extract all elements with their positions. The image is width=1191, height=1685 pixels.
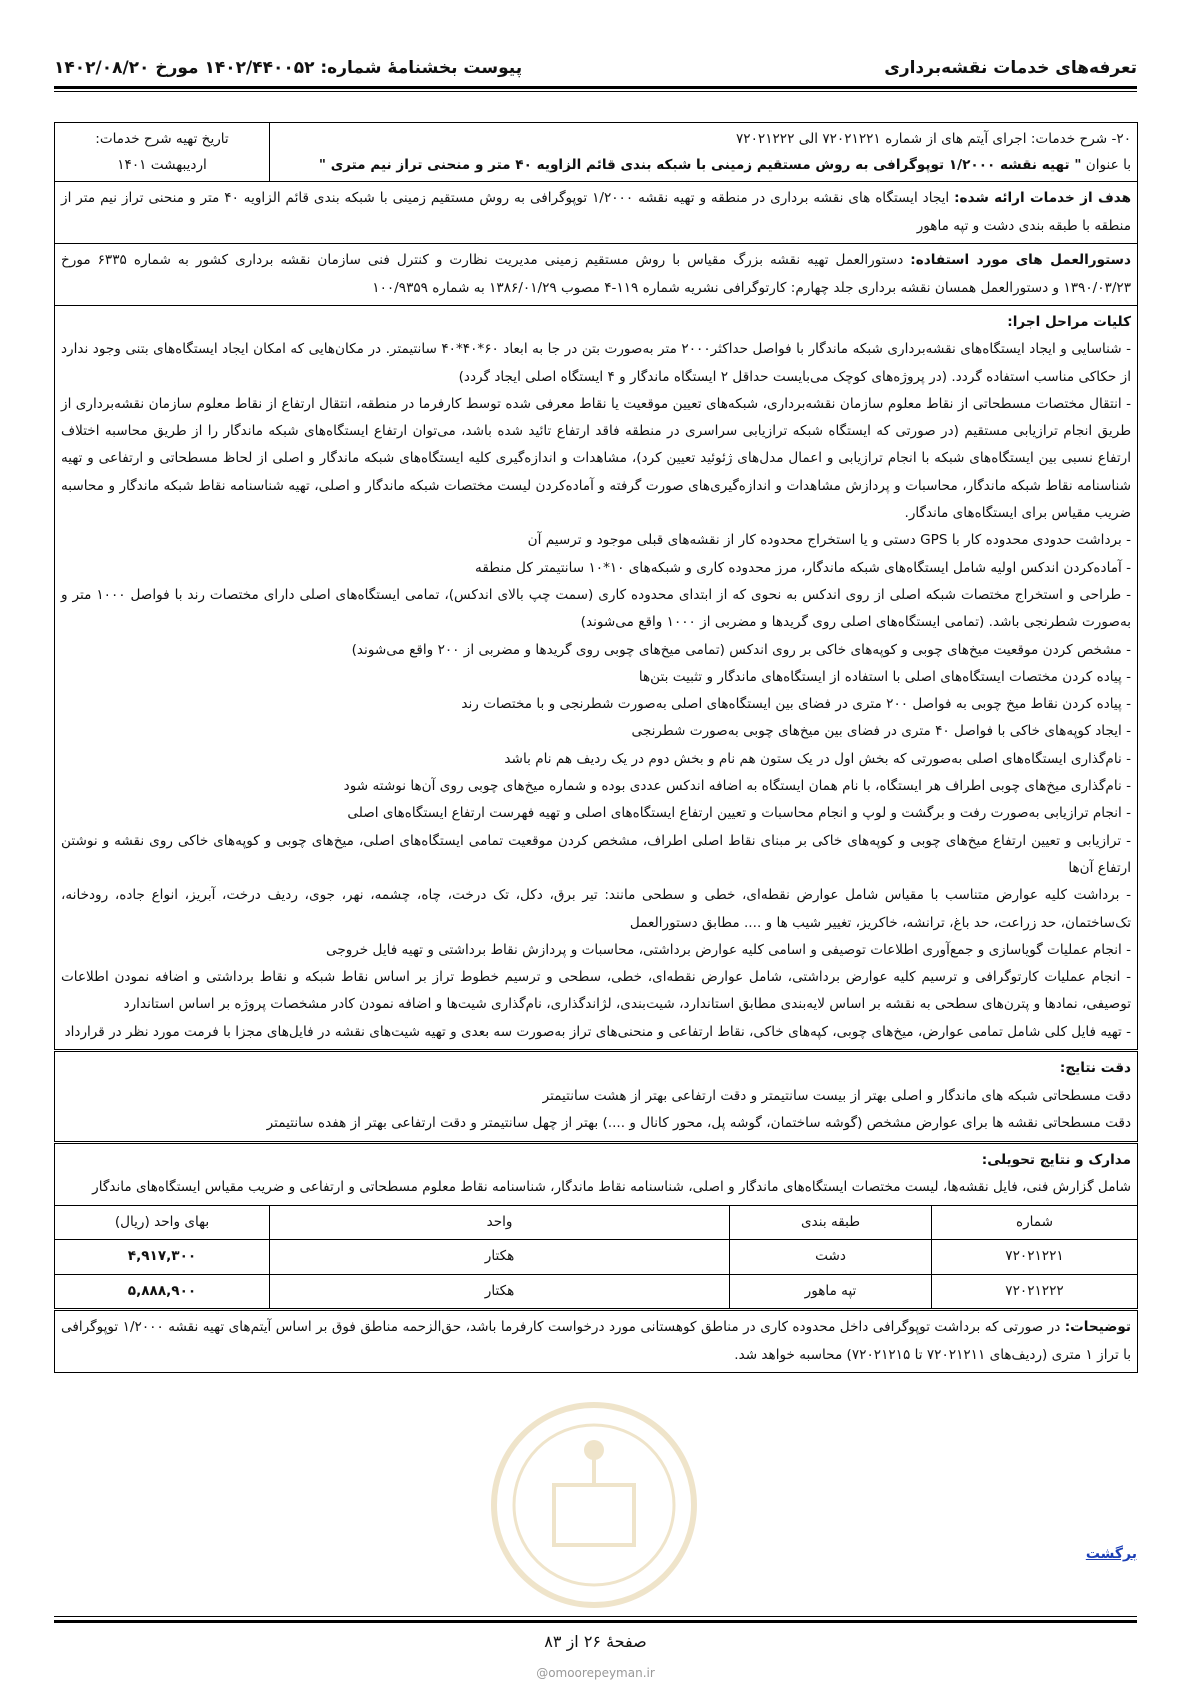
service-table xyxy=(54,122,1138,1373)
accuracy-row xyxy=(55,1051,1138,1143)
item-class: دشت xyxy=(730,1240,932,1275)
step-item: - انجام عملیات کارتوگرافی و ترسیم کلیه عوارض برداشتی، شامل عوارض نقطه‌ای، خطی، سطحی و ترسیم خطوط تراز بر اساس نقاط شبکه و نقاط برداشتی و اضافه نمودن اطلاعات توصیفی، نمادها و پترن‌های سطحی به نقشه بر اساس لایه‌بندی مطابق استاندارد، شیت‌بندی، لژاندگذاری، نام‌گذاری شیت‌ها و اضافه نمودن کادر مشخصات پروژه بر اساس استاندارد xyxy=(61,969,1132,1013)
deliverables-row xyxy=(55,1142,1138,1205)
service-date-value: اردیبهشت ۱۴۰۱ xyxy=(117,157,207,173)
step-item: - پیاده کردن مختصات ایستگاه‌های اصلی با استفاده از ایستگاه‌های ماندگار و تثبیت بتن‌ها xyxy=(638,668,1132,685)
accuracy-item: دقت مسطحاتی شبکه های ماندگار و اصلی بهتر از بیست سانتیمتر و دقت ارتفاعی بهتر از هشت سانتیمتر xyxy=(542,1087,1132,1104)
step-item: - نام‌گذاری میخ‌های چوبی اطراف هر ایستگاه، با نام همان ایستگاه به اضافه اندکس عددی بوده و شماره میخ‌های چوبی روی آن‌ها نوشته شود xyxy=(343,778,1132,795)
col-header-class: طبقه بندی xyxy=(730,1205,932,1240)
item-price: ۴,۹۱۷,۳۰۰ xyxy=(55,1240,270,1275)
back-link[interactable]: برگشت xyxy=(1085,1546,1137,1562)
step-item: - پیاده کردن نقاط میخ چوبی به فواصل ۲۰۰ متری در فضای بین ایستگاه‌های اصلی به‌صورت شطرنجی و با مختصات رند xyxy=(461,696,1132,713)
step-item: - نام‌گذاری ایستگاه‌های اصلی به‌صورتی که بخش اول در یک ستون هم نام و بخش دوم در یک ردیف هم نام باشد xyxy=(504,750,1132,767)
step-item: - انتقال مختصات مسطحاتی از نقاط معلوم سازمان نقشه‌برداری، شبکه‌های تعیین موقعیت یا نقاط معرفی شده توسط کارفرما در منطقه، انتقال ارتفاع از نقاط معلوم سازمان نقشه‌برداری از طریق انجام ترازیابی مستقیم (در صورتی که ایستگاه شبکه ترازیابی سراسری در منطقه فاقد ارتفاع تائید شده باشد، می‌توان ارتفاع ایستگاه‌های شبکه ماندگار را از طریق محاسبه اختلاف ارتفاع نسبی بین ایستگاه‌های شبکه با انجام ترازیابی و اعمال مدل‌های ژئوئید تعیین کرد)، مشاهدات و اندازه‌گیری کلیه ایستگاه‌های شبکه ماندگار و اصلی از لحاظ مسطحاتی و ارتفاعی و تهیه شناسنامه نقاط شبکه ماندگار، محاسبات و پردازش مشاهدات و اندازه‌گیری‌های صورت گرفته و آماده‌کردن لیست مختصات شبکه ماندگار و اصلی، تهیه شناسنامه نقاط شبکه ماندگار و محاسبه ضریب مقیاس برای ایستگاه‌های ماندگار. xyxy=(61,395,1132,522)
item-price: ۵,۸۸۸,۹۰۰ xyxy=(55,1274,270,1310)
item-class: تپه ماهور xyxy=(730,1274,932,1310)
service-title: " تهیه نقشه ۱/۲۰۰۰ توپوگرافی به روش مستقیم زمینی با شبکه بندی قائم الزاویه ۴۰ متر و منحنی تراز نیم متری " xyxy=(318,157,1082,173)
notes-row xyxy=(55,1310,1138,1373)
step-item: - برداشت کلیه عوارض متناسب با مقیاس شامل عوارض نقطه‌ای، خطی و سطحی مانند: تیر برق، دکل، تک درخت، چاه، چشمه، نهر، جوی، ردیف درخت، آبریز، انواع جاده، رودخانه، تک‌ساختمان، حد زراعت، حد باغ، ترانشه، خاکریز، تغییر شیب ها و .... مطابق دستورالعمل xyxy=(61,887,1132,931)
goal-text: ایجاد ایستگاه های نقشه برداری در منطقه و تهیه نقشه ۱/۲۰۰۰ توپوگرافی به روش مستقیم زمینی با شبکه بندی قائم الزاویه ۴۰ متر و منحنی تراز نیم متر از منطقه با طبقه بندی دشت و تپه ماهور xyxy=(61,190,1132,234)
header-rule-thin xyxy=(54,91,1137,92)
step-item: - برداشت حدودی محدوده کار با GPS دستی و یا استخراج محدوده کار از نقشه‌های قبلی موجود و ترسیم آن xyxy=(527,532,1132,549)
header-reference: پیوست بخشنامهٔ شماره: ۱۴۰۲/۴۴۰۰۵۲ مورخ ۱۴۰۲/۰۸/۲۰ xyxy=(54,58,523,78)
step-item: - تهیه فایل کلی شامل تمامی عوارض، میخ‌های چوبی، کپه‌های خاکی، نقاط ارتفاعی و منحنی‌های تراز به‌صورت سه بعدی و تهیه شیت‌های نقشه در فایل‌های مجزا با فرمت مورد نظر در قرارداد xyxy=(64,1023,1132,1040)
title-prefix: با عنوان xyxy=(1085,157,1132,173)
document-page xyxy=(54,0,1137,1685)
steps-row xyxy=(55,306,1138,1051)
step-item: - مشخص کردن موقعیت میخ‌های چوبی و کوپه‌های خاکی بر روی اندکس (تمامی میخ‌های چوبی روی گریدها و مضربی از ۲۰۰ واقع می‌شوند) xyxy=(351,641,1132,658)
instructions-row xyxy=(55,244,1138,306)
col-header-number: شماره xyxy=(932,1205,1138,1240)
notes-text: در صورتی که برداشت توپوگرافی داخل محدوده کاری در مناطق کوهستانی مورد درخواست کارفرما باشد، حق‌الزحمه مناطق فوق بر اساس آیتم‌های تهیه نقشه ۱/۲۰۰۰ توپوگرافی با تراز ۱ متری (ردیف‌های ۷۲۰۲۱۲۱۱ تا ۷۲۰۲۱۲۱۵) محاسبه خواهد شد. xyxy=(61,1319,1132,1363)
instructions-label: دستورالعمل های مورد استفاده: xyxy=(910,252,1132,268)
step-item: - انجام ترازیابی به‌صورت رفت و برگشت و لوپ و انجام محاسبات و تعیین ارتفاع ایستگاه‌های اصلی و تهیه فهرست ارتفاع ایستگاه‌های اصلی xyxy=(347,805,1132,822)
step-item: - انجام عملیات گویاسازی و جمع‌آوری اطلاعات توصیفی و اسامی کلیه عوارض برداشتی، محاسبات و پردازش نقاط برداشتی و تهیه فایل خروجی xyxy=(326,941,1132,958)
table-row xyxy=(55,1240,1138,1275)
goal-label: هدف از خدمات ارائه شده: xyxy=(954,190,1132,206)
deliverables-text: شامل گزارش فنی، فایل نقشه‌ها، لیست مختصات ایستگاه‌های ماندگار و اصلی، شناسنامه نقاط ماندگار، شناسنامه نقاط معلوم مسطحاتی و ارتفاعی و ضریب مقیاس ایستگاه‌های ماندگار xyxy=(92,1179,1132,1196)
footer-rule-thin xyxy=(54,1616,1137,1617)
col-header-unit: واحد xyxy=(270,1205,730,1240)
notes-cell xyxy=(55,1310,1138,1373)
goal-row xyxy=(55,182,1138,244)
service-date-cell xyxy=(55,123,270,182)
step-item: - ایجاد کوپه‌های خاکی با فواصل ۴۰ متری در فضای بین میخ‌های چوبی به‌صورت شطرنجی xyxy=(631,723,1132,740)
notes-label: توضیحات: xyxy=(1064,1319,1132,1336)
accuracy-label: دقت نتایج: xyxy=(1059,1060,1132,1077)
goal-cell xyxy=(55,182,1138,244)
item-number: ۷۲۰۲۱۲۲۱ xyxy=(932,1240,1138,1275)
instructions-cell xyxy=(55,244,1138,306)
service-title-row xyxy=(55,123,1138,182)
table-row xyxy=(55,1274,1138,1310)
service-title-cell xyxy=(270,123,1138,182)
steps-cell xyxy=(55,306,1138,1051)
deliverables-label: مدارک و نتایج تحویلی: xyxy=(981,1151,1132,1168)
header-rule-thick xyxy=(54,86,1137,89)
col-header-price: بهای واحد (ریال) xyxy=(55,1205,270,1240)
header-title: تعرفه‌های خدمات نقشه‌برداری xyxy=(884,58,1137,78)
steps-label: کلیات مراحل اجرا: xyxy=(1007,314,1132,330)
item-unit: هکتار xyxy=(270,1240,730,1275)
deliverables-cell xyxy=(55,1142,1138,1205)
step-item: - آماده‌کردن اندکس اولیه شامل ایستگاه‌های شبکه ماندگار، مرز محدوده کاری و شبکه‌های ۱۰*۱۰ سانتیمتر کل منطقه xyxy=(475,559,1132,576)
seal-icon xyxy=(484,1395,704,1625)
accuracy-cell xyxy=(55,1051,1138,1143)
step-item: - شناسایی و ایجاد ایستگاه‌های نقشه‌برداری شبکه ماندگار با فواصل حداکثر۲۰۰۰ متر به‌صورت بتن در جا به ابعاد ۶۰*۴۰*۴۰ سانتیمتر. در مکان‌هایی که امکان ایجاد ایستگاه‌های بتنی وجود ندارد از حکاکی مناسب استفاده گردد. (در پروژه‌های کوچک می‌بایست حداقل ۲ ایستگاه ماندگار و ۴ ایستگاه اصلی ایجاد گردد) xyxy=(61,341,1132,385)
item-number: ۷۲۰۲۱۲۲۲ xyxy=(932,1274,1138,1310)
item-unit: هکتار xyxy=(270,1274,730,1310)
step-item: - ترازیابی و تعیین ارتفاع میخ‌های چوبی و کوپه‌های خاکی بر مبنای نقاط اصلی اطراف، مشخص کردن موقعیت تمامی ایستگاه‌های اصلی، میخ‌های چوبی و کوپه‌های خاکی روی نقشه و نوشتن ارتفاع آن‌ها xyxy=(61,832,1132,876)
service-description: ۲۰- شرح خدمات: اجرای آیتم های از شماره ۷۲۰۲۱۲۲۱ الی ۷۲۰۲۱۲۲۲ xyxy=(736,131,1132,147)
footer-rule-thick xyxy=(54,1620,1137,1623)
service-date-label: تاریخ تهیه شرح خدمات: xyxy=(95,131,229,147)
step-item: - طراحی و استخراج مختصات شبکه اصلی از روی اندکس به نحوی که از ابتدای محدوده کاری (سمت چپ بالای اندکس)، تمامی ایستگاه‌های اصلی دارای مختصات رند با فواصل ۱۰۰۰ متر و به‌صورت شطرنجی باشد. (تمامی ایستگاه‌های اصلی روی گریدها و مضربی از ۱۰۰۰ واقع می‌شوند) xyxy=(61,586,1132,631)
site-watermark: @omoorepeyman.ir xyxy=(536,1666,655,1680)
page-header xyxy=(54,58,1137,84)
page-number: صفحهٔ ۲۶ از ۸۳ xyxy=(544,1632,647,1651)
price-table-header xyxy=(55,1205,1138,1240)
instructions-text: دستورالعمل تهیه نقشه بزرگ مقیاس با روش مستقیم زمینی مدیریت نظارت و کنترل فنی سازمان نقشه برداری کشور به شماره ۶۳۳۵ مورخ ۱۳۹۰/۰۳/۲۳ و دستورالعمل همسان نقشه برداری جلد چهارم: کارتوگرافی نشریه شماره ۱۱۹-۴ مصوب ۱۳۸۶/۰۱/۲۹ به شماره ۱۰۰/۹۳۵۹ xyxy=(61,252,1132,296)
accuracy-item: دقت مسطحاتی نقشه ها برای عوارض مشخص (گوشه ساختمان، گوشه پل، محور کانال و ....) بهتر از چهل سانتیمتر و دقت ارتفاعی بهتر از هفده سانتیمتر xyxy=(266,1115,1132,1132)
